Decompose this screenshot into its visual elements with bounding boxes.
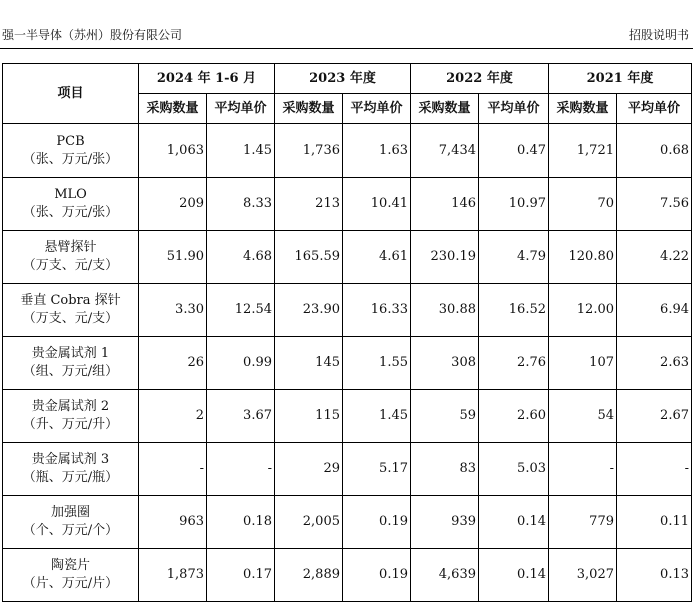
- price-cell: 0.68: [617, 124, 692, 178]
- quantity-cell: 26: [139, 337, 207, 390]
- price-cell: 16.33: [343, 284, 411, 337]
- price-cell: 0.14: [479, 549, 549, 602]
- table-row: [3, 178, 692, 231]
- quantity-header: 采购数量: [549, 94, 617, 124]
- quantity-cell: 2,005: [275, 496, 343, 549]
- price-cell: 0.47: [479, 124, 549, 178]
- price-cell: 0.19: [343, 549, 411, 602]
- price-cell: 0.13: [617, 549, 692, 602]
- price-cell: 0.18: [207, 496, 275, 549]
- item-unit: （万支、元/支）: [22, 258, 119, 273]
- item-unit: （张、万元/张）: [22, 205, 119, 220]
- item-unit: （升、万元/升）: [22, 417, 119, 432]
- period-header: 2022 年度: [411, 64, 549, 94]
- quantity-cell: 4,639: [411, 549, 479, 602]
- item-name: 陶瓷片: [50, 558, 90, 573]
- item-cell: [3, 178, 139, 231]
- table-row: [3, 549, 692, 602]
- quantity-cell: 939: [411, 496, 479, 549]
- table-row: [3, 124, 692, 178]
- quantity-cell: 146: [411, 178, 479, 231]
- quantity-cell: 963: [139, 496, 207, 549]
- item-cell: [3, 124, 139, 178]
- price-cell: 6.94: [617, 284, 692, 337]
- quantity-cell: -: [139, 443, 207, 496]
- quantity-cell: 209: [139, 178, 207, 231]
- quantity-cell: 83: [411, 443, 479, 496]
- quantity-cell: 1,736: [275, 124, 343, 178]
- item-name: PCB: [56, 133, 85, 149]
- quantity-cell: 165.59: [275, 231, 343, 284]
- price-cell: 2.67: [617, 390, 692, 443]
- item-name: 贵金属试剂 3: [31, 452, 110, 467]
- quantity-cell: 145: [275, 337, 343, 390]
- item-unit: （万支、元/支）: [22, 311, 119, 326]
- document-type: 招股说明书: [628, 28, 689, 42]
- item-name: 加强圈: [50, 505, 90, 520]
- price-cell: 2.60: [479, 390, 549, 443]
- price-cell: 4.22: [617, 231, 692, 284]
- item-cell: [3, 284, 139, 337]
- item-cell: [3, 337, 139, 390]
- price-cell: -: [207, 443, 275, 496]
- page-header: [0, 26, 693, 49]
- price-cell: -: [617, 443, 692, 496]
- item-name: 悬臂探针: [44, 240, 97, 255]
- unit-price-header: 平均单价: [343, 94, 411, 124]
- table-row: [3, 231, 692, 284]
- quantity-cell: 213: [275, 178, 343, 231]
- price-cell: 0.99: [207, 337, 275, 390]
- quantity-cell: 2: [139, 390, 207, 443]
- table-row: [3, 284, 692, 337]
- price-cell: 3.67: [207, 390, 275, 443]
- table-row: [3, 337, 692, 390]
- price-cell: 5.03: [479, 443, 549, 496]
- quantity-cell: 779: [549, 496, 617, 549]
- quantity-header: 采购数量: [275, 94, 343, 124]
- price-cell: 16.52: [479, 284, 549, 337]
- quantity-cell: 1,873: [139, 549, 207, 602]
- item-cell: [3, 549, 139, 602]
- item-unit: （张、万元/张）: [22, 151, 119, 167]
- quantity-cell: 3.30: [139, 284, 207, 337]
- price-cell: 5.17: [343, 443, 411, 496]
- price-cell: 2.63: [617, 337, 692, 390]
- unit-price-header: 平均单价: [617, 94, 692, 124]
- item-cell: [3, 390, 139, 443]
- item-unit: （片、万元/片）: [22, 576, 119, 591]
- item-name: 垂直 Cobra 探针: [20, 293, 121, 308]
- price-cell: 0.19: [343, 496, 411, 549]
- item-unit: （瓶、万元/瓶）: [22, 470, 119, 485]
- quantity-header: 采购数量: [411, 94, 479, 124]
- price-cell: 8.33: [207, 178, 275, 231]
- period-header: 2023 年度: [275, 64, 411, 94]
- price-cell: 0.17: [207, 549, 275, 602]
- item-unit: （个、万元/个）: [22, 523, 119, 538]
- price-cell: 4.61: [343, 231, 411, 284]
- price-cell: 0.14: [479, 496, 549, 549]
- quantity-cell: 107: [549, 337, 617, 390]
- price-cell: 10.97: [479, 178, 549, 231]
- item-name: 贵金属试剂 2: [31, 399, 110, 414]
- quantity-cell: -: [549, 443, 617, 496]
- quantity-cell: 3,027: [549, 549, 617, 602]
- company-name: 强一半导体（苏州）股份有限公司: [2, 28, 183, 42]
- table-row: [3, 443, 692, 496]
- quantity-cell: 59: [411, 390, 479, 443]
- quantity-cell: 54: [549, 390, 617, 443]
- quantity-cell: 51.90: [139, 231, 207, 284]
- item-header: 项目: [3, 64, 139, 124]
- quantity-cell: 29: [275, 443, 343, 496]
- price-cell: 1.63: [343, 124, 411, 178]
- quantity-cell: 115: [275, 390, 343, 443]
- quantity-cell: 230.19: [411, 231, 479, 284]
- quantity-cell: 12.00: [549, 284, 617, 337]
- item-name: MLO: [54, 187, 87, 202]
- quantity-header: 采购数量: [139, 94, 207, 124]
- procurement-table: [2, 63, 692, 602]
- price-cell: 1.45: [207, 124, 275, 178]
- quantity-cell: 1,063: [139, 124, 207, 178]
- price-cell: 1.45: [343, 390, 411, 443]
- price-cell: 4.79: [479, 231, 549, 284]
- item-cell: [3, 231, 139, 284]
- price-cell: 4.68: [207, 231, 275, 284]
- item-name: 贵金属试剂 1: [31, 346, 110, 361]
- quantity-cell: 120.80: [549, 231, 617, 284]
- quantity-cell: 2,889: [275, 549, 343, 602]
- period-header: 2024 年 1-6 月: [139, 64, 275, 94]
- period-header: 2021 年度: [549, 64, 692, 94]
- quantity-cell: 23.90: [275, 284, 343, 337]
- price-cell: 2.76: [479, 337, 549, 390]
- item-cell: [3, 443, 139, 496]
- item-unit: （组、万元/组）: [22, 364, 119, 379]
- quantity-cell: 70: [549, 178, 617, 231]
- quantity-cell: 1,721: [549, 124, 617, 178]
- price-cell: 12.54: [207, 284, 275, 337]
- table-row: [3, 496, 692, 549]
- quantity-cell: 30.88: [411, 284, 479, 337]
- price-cell: 10.41: [343, 178, 411, 231]
- price-cell: 7.56: [617, 178, 692, 231]
- unit-price-header: 平均单价: [479, 94, 549, 124]
- quantity-cell: 308: [411, 337, 479, 390]
- table-row: [3, 390, 692, 443]
- price-cell: 1.55: [343, 337, 411, 390]
- unit-price-header: 平均单价: [207, 94, 275, 124]
- quantity-cell: 7,434: [411, 124, 479, 178]
- price-cell: 0.11: [617, 496, 692, 549]
- item-cell: [3, 496, 139, 549]
